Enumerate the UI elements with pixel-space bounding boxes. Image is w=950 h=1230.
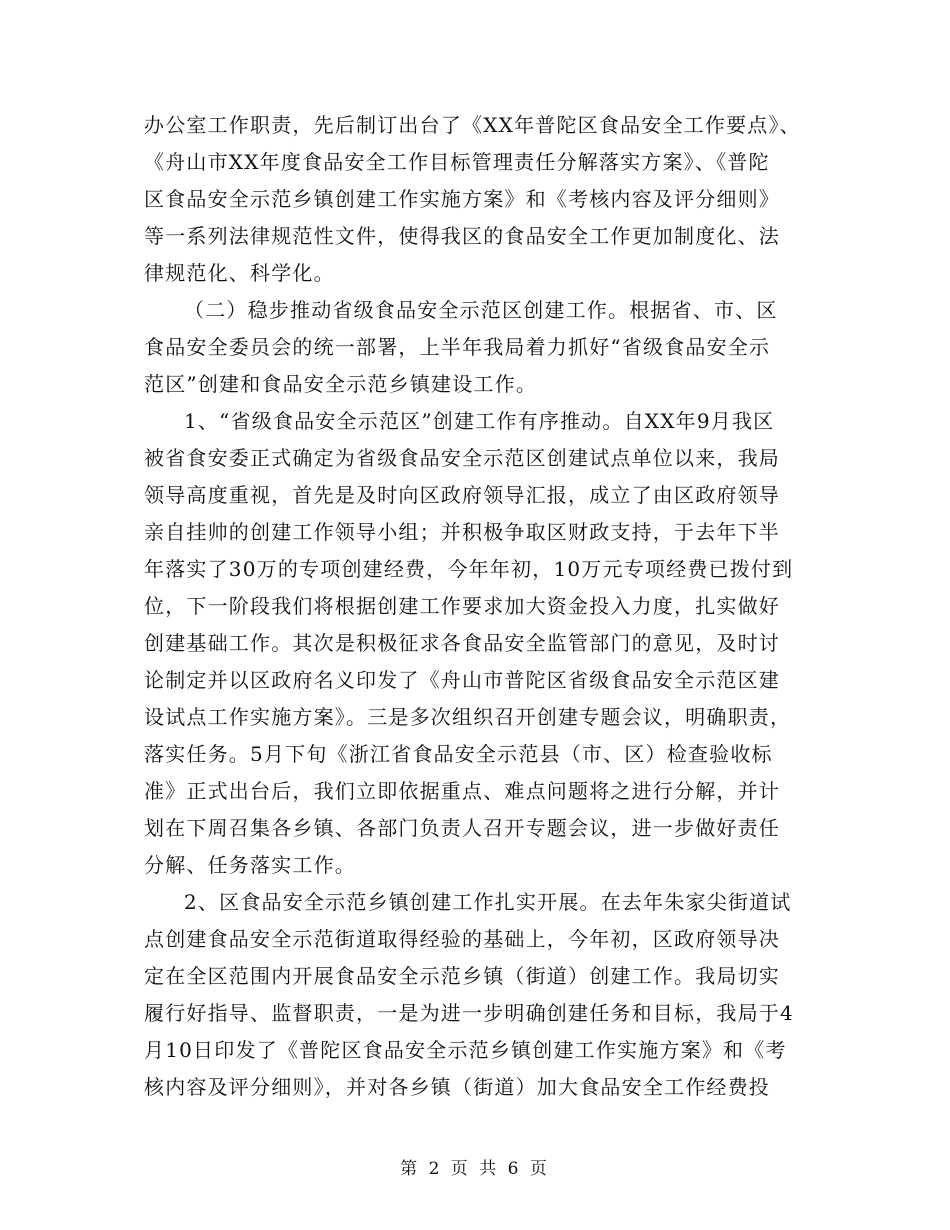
- text-line: 办公室工作职责，先后制订出台了《XX年普陀区食品安全工作要点》、: [144, 113, 801, 137]
- text-line: 领导高度重视，首先是及时向区政府领导汇报，成立了由区政府领导: [144, 483, 780, 507]
- page-number-footer: 第 2 页 共 6 页: [400, 1159, 550, 1179]
- text-line: 履行好指导、监督职责，一是为进一步明确创建任务和目标，我局于4: [144, 1001, 794, 1025]
- paragraph-first-line: 1、“省级食品安全示范区”创建工作有序推动。自XX年9月我区: [184, 409, 775, 433]
- text-line: 定在全区范围内开展食品安全示范乡镇（街道）创建工作。我局切实: [144, 964, 780, 988]
- text-line: 准》正式出台后，我们立即依据重点、难点问题将之进行分解，并计: [144, 779, 780, 803]
- paragraph-first-line: （二）稳步推动省级食品安全示范区创建工作。根据省、市、区: [184, 298, 778, 322]
- document-body: [144, 107, 812, 1106]
- text-line: 等一系列法律规范性文件，使得我区的食品安全工作更加制度化、法: [144, 224, 780, 248]
- text-line: 划在下周召集各乡镇、各部门负责人召开专题会议，进一步做好责任: [144, 816, 780, 840]
- text-line: 区食品安全示范乡镇创建工作实施方案》和《考核内容及评分细则》: [144, 187, 780, 211]
- text-line: 点创建食品安全示范街道取得经验的基础上，今年初，区政府领导决: [144, 927, 780, 951]
- paragraph-first-line: 2、区食品安全示范乡镇创建工作扎实开展。在去年朱家尖街道试: [184, 890, 792, 914]
- text-line: 创建基础工作。其次是积极征求各食品安全监管部门的意见，及时讨: [144, 631, 780, 655]
- text-line: 亲自挂帅的创建工作领导小组；并积极争取区财政支持，于去年下半: [144, 520, 780, 544]
- text-line: 被省食安委正式确定为省级食品安全示范区创建试点单位以来，我局: [144, 446, 780, 470]
- text-line: 年落实了30万的专项创建经费，今年年初，10万元专项经费已拨付到: [144, 557, 794, 581]
- text-line: 论制定并以区政府名义印发了《舟山市普陀区省级食品安全示范区建: [144, 668, 780, 692]
- text-line: 位，下一阶段我们将根据创建工作要求加大资金投入力度，扎实做好: [144, 594, 780, 618]
- text-line: 食品安全委员会的统一部署，上半年我局着力抓好“省级食品安全示: [144, 335, 771, 359]
- text-line: 设试点工作实施方案》。三是多次组织召开创建专题会议，明确职责，: [144, 705, 792, 729]
- text-line: 分解、任务落实工作。: [144, 853, 356, 877]
- text-line: 律规范化、科学化。: [144, 261, 335, 285]
- text-line: 月10日印发了《普陀区食品安全示范乡镇创建工作实施方案》和《考: [144, 1038, 787, 1062]
- text-line: 《舟山市XX年度食品安全工作目标管理责任分解落实方案》、《普陀: [144, 150, 770, 174]
- text-line: 核内容及评分细则》，并对各乡镇（街道）加大食品安全工作经费投: [144, 1075, 770, 1099]
- text-line: 范区”创建和食品安全示范乡镇建设工作。: [144, 372, 538, 396]
- text-line: 落实任务。5月下旬《浙江省食品安全示范县（市、区）检查验收标: [144, 742, 773, 766]
